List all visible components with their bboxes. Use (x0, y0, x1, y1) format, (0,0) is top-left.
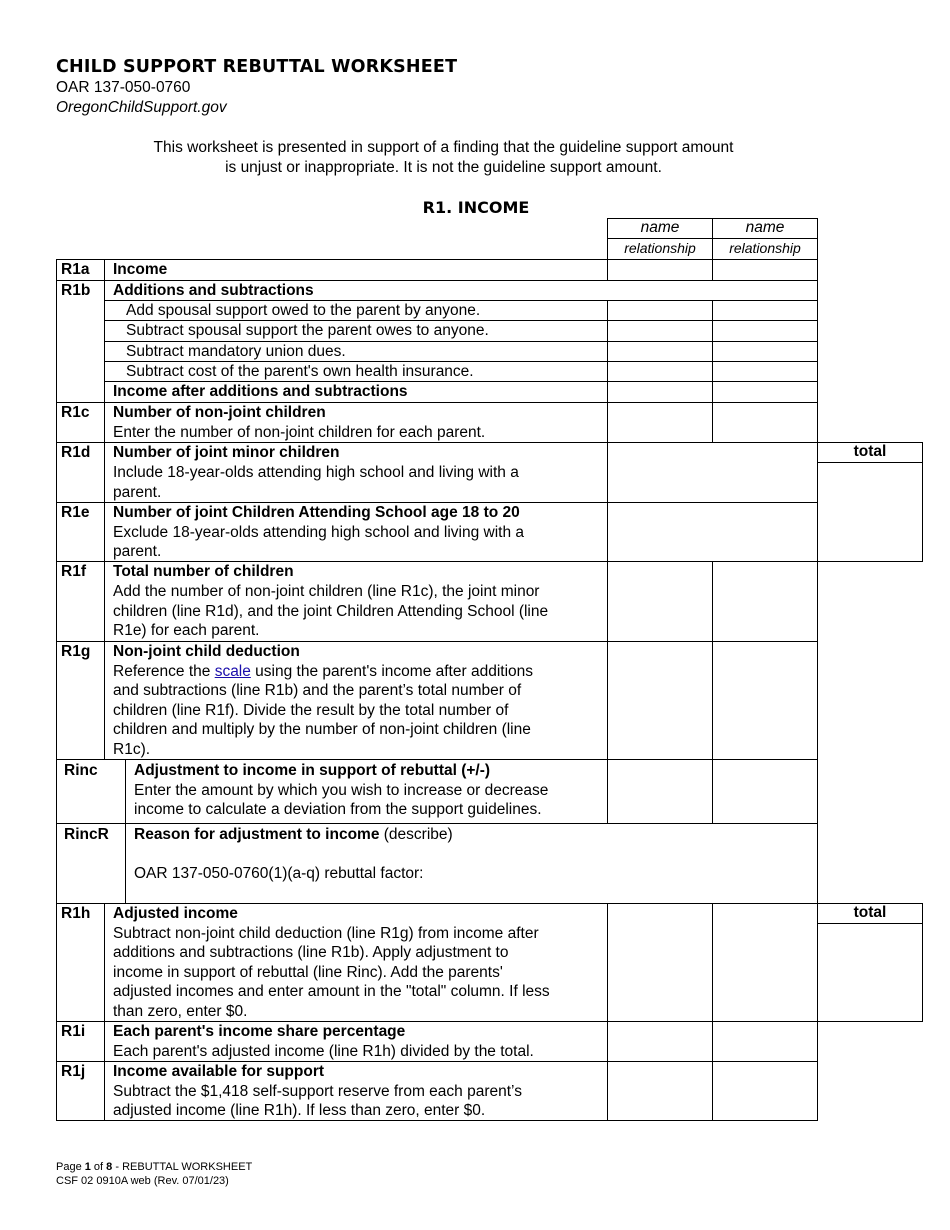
row-desc-r1h-line1: Subtract non-joint child deduction (line R1g) from income after (113, 925, 539, 942)
r1f-parent2-input[interactable] (713, 562, 817, 641)
r1h-parent2-input[interactable] (713, 904, 817, 1021)
scale-link[interactable]: scale (214, 663, 251, 680)
r1f-parent1-input[interactable] (608, 562, 712, 641)
parent2-name-label: name (745, 219, 785, 236)
row-title-r1g: Non-joint child deduction (113, 643, 300, 660)
row-title-r1c: Number of non-joint children (113, 404, 326, 421)
row-desc-rinc-line1: Enter the amount by which you wish to increase or decrease (134, 782, 549, 799)
row-desc-r1e-line2: parent. (113, 543, 162, 560)
r1g-desc-post: using the parent's income after additions (250, 663, 534, 680)
rincr-factor-input[interactable] (454, 860, 814, 886)
row-title-r1a: Income (113, 261, 168, 278)
r1d-r1e-total-input[interactable] (818, 463, 922, 561)
row-id-rinc: Rinc (64, 762, 98, 779)
row-desc-r1c: Enter the number of non-joint children for each parent. (113, 424, 486, 441)
total-label-r1d: total (853, 443, 887, 460)
r1g-parent2-input[interactable] (713, 642, 817, 759)
r1j-parent1-input[interactable] (608, 1062, 712, 1120)
r1g-parent1-input[interactable] (608, 642, 712, 759)
row-id-r1c: R1c (61, 404, 90, 421)
row-title-r1d: Number of joint minor children (113, 444, 340, 461)
row-desc-r1h-line4: adjusted incomes and enter amount in the "total" column. If less (113, 983, 550, 1000)
row-desc-r1f-line3: R1e) for each parent. (113, 622, 260, 639)
row-id-r1b: R1b (61, 282, 91, 299)
row-title-r1b: Additions and subtractions (113, 282, 314, 299)
page-title: CHILD SUPPORT REBUTTAL WORKSHEET (56, 57, 458, 77)
row-desc-r1f-line1: Add the number of non-joint children (line R1c), the joint minor (113, 583, 540, 600)
row-title-r1i: Each parent's income share percentage (113, 1023, 406, 1040)
row-desc-rinc-line2: income to calculate a deviation from the support guidelines. (134, 801, 542, 818)
r1g-desc-pre: Reference the (113, 663, 215, 680)
r1h-total-input[interactable] (818, 924, 922, 1021)
r1b-spousal-owed-parent1-input[interactable] (608, 301, 712, 320)
row-id-r1d: R1d (61, 444, 91, 461)
r1b-union-dues-parent1-input[interactable] (608, 342, 712, 361)
r1h-parent1-input[interactable] (608, 904, 712, 1021)
row-desc-r1j-line1: Subtract the $1,418 self-support reserve from each parent’s (113, 1083, 522, 1100)
row-desc-r1h-line5: than zero, enter $0. (113, 1003, 248, 1020)
footer-page-of: of (90, 1161, 107, 1173)
oar-reference: OAR 137-050-0760 (56, 79, 191, 96)
row-desc-r1i: Each parent's adjusted income (line R1h) divided by the total. (113, 1043, 534, 1060)
row-id-r1f: R1f (61, 563, 86, 580)
parent1-name-label: name (640, 219, 680, 236)
r1b-item-spousal-owed: Add spousal support owed to the parent by anyone. (126, 302, 481, 319)
parent2-relationship-label: relationship (729, 240, 801, 256)
row-desc-r1g-line3: children (line R1f). Divide the result by the total number of (113, 702, 509, 719)
total-label-r1h: total (853, 904, 887, 921)
r1b-item-union-dues: Subtract mandatory union dues. (126, 343, 346, 360)
r1b-item-spousal-owes: Subtract spousal support the parent owes to anyone. (126, 322, 489, 339)
row-title-r1h: Adjusted income (113, 905, 238, 922)
row-title-r1e: Number of joint Children Attending School age 18 to 20 (113, 504, 520, 521)
r1b-union-dues-parent2-input[interactable] (713, 342, 817, 361)
r1e-joint-input[interactable] (608, 503, 817, 561)
footer-page-total: 8 (106, 1161, 113, 1173)
row-id-r1i: R1i (61, 1023, 86, 1040)
row-title-rincr (134, 825, 453, 845)
rincr-factor-label: OAR 137-050-0760(1)(a-q) rebuttal factor: (134, 865, 424, 882)
row-desc-r1d-line2: parent. (113, 484, 162, 501)
row-desc-r1h-line2: additions and subtractions (line R1b). Apply adjustment to (113, 944, 509, 961)
footer-page-line (56, 1160, 252, 1174)
r1b-health-insurance-parent1-input[interactable] (608, 362, 712, 381)
r1a-parent2-input[interactable] (713, 260, 817, 280)
r1i-parent2-input[interactable] (713, 1022, 817, 1061)
row-id-r1j: R1j (61, 1063, 86, 1080)
parent1-relationship-label: relationship (624, 240, 696, 256)
rinc-parent2-input[interactable] (713, 760, 817, 823)
r1b-item-health-insurance: Subtract cost of the parent's own health insurance. (126, 363, 474, 380)
row-desc-r1h-line3: income in support of rebuttal (line Rinc). Add the parents' (113, 964, 503, 981)
intro-line-2: is unjust or inappropriate. It is not the guideline support amount. (225, 159, 662, 176)
r1b-spousal-owed-parent2-input[interactable] (713, 301, 817, 320)
r1b-spousal-owes-parent2-input[interactable] (713, 321, 817, 341)
row-title-rinc: Adjustment to income in support of rebuttal (+/-) (134, 762, 491, 779)
row-id-r1g: R1g (61, 643, 91, 660)
intro-line-1: This worksheet is presented in support of a finding that the guideline support amount (153, 139, 734, 156)
row-id-r1h: R1h (61, 905, 91, 922)
row-desc-r1f-line2: children (line R1d), and the joint Children Attending School (line (113, 603, 549, 620)
row-id-r1a: R1a (61, 261, 90, 278)
r1b-subtotal-parent2-input[interactable] (713, 382, 817, 402)
footer-page-prefix: Page (56, 1161, 85, 1173)
row-title-r1j: Income available for support (113, 1063, 325, 1080)
r1c-parent1-input[interactable] (608, 403, 712, 442)
section-title: R1. INCOME (422, 198, 530, 217)
row-id-rincr: RincR (64, 826, 109, 843)
footer-page-number: 1 (84, 1161, 91, 1173)
r1b-subtotal-parent1-input[interactable] (608, 382, 712, 402)
row-desc-r1g-line2: and subtractions (line R1b) and the parent’s total number of (113, 682, 522, 699)
row-desc-r1e-line1: Exclude 18-year-olds attending high school and living with a (113, 524, 524, 541)
r1b-spousal-owes-parent1-input[interactable] (608, 321, 712, 341)
footer-form-id: CSF 02 0910A web (Rev. 07/01/23) (56, 1175, 229, 1187)
r1a-parent1-input[interactable] (608, 260, 712, 280)
r1j-parent2-input[interactable] (713, 1062, 817, 1120)
row-desc-r1g-line5: R1c). (113, 741, 151, 758)
rincr-title-suffix: (describe) (379, 826, 453, 843)
r1d-joint-input[interactable] (608, 443, 817, 502)
website-reference: OregonChildSupport.gov (56, 99, 227, 116)
r1b-subtotal-label: Income after additions and subtractions (113, 383, 408, 400)
row-desc-r1g-line1 (113, 662, 533, 682)
r1i-parent1-input[interactable] (608, 1022, 712, 1061)
row-desc-r1d-line1: Include 18-year-olds attending high school and living with a (113, 464, 519, 481)
footer-page-suffix: - REBUTTAL WORKSHEET (112, 1161, 253, 1173)
rinc-parent1-input[interactable] (608, 760, 712, 823)
row-desc-r1g-line4: children and multiply by the number of non-joint children (line (113, 721, 531, 738)
row-title-r1f: Total number of children (113, 563, 294, 580)
row-id-r1e: R1e (61, 504, 90, 521)
r1b-health-insurance-parent2-input[interactable] (713, 362, 817, 381)
r1c-parent2-input[interactable] (713, 403, 817, 442)
row-desc-r1j-line2: adjusted income (line R1h). If less than zero, enter $0. (113, 1102, 486, 1119)
page-footer (56, 1160, 252, 1188)
rincr-title-bold: Reason for adjustment to income (134, 826, 380, 843)
